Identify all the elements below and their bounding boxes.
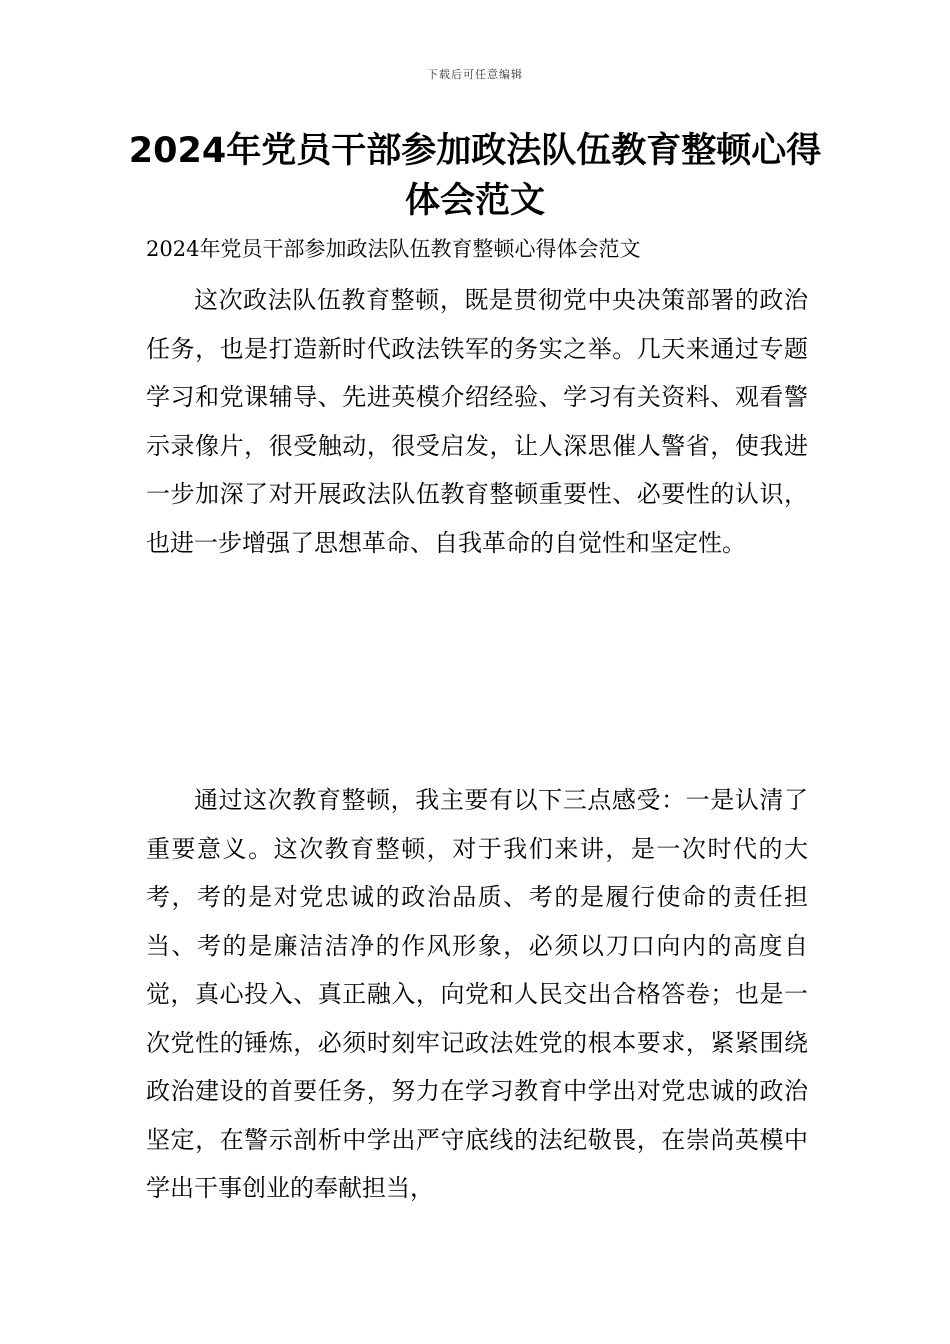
paragraph-intro: 这次政法队伍教育整顿，既是贯彻党中央决策部署的政治任务，也是打造新时代政法铁军的务实之举。几天来通过专题学习和党课辅导、先进英模介绍经验、学习有关资料、观看警示录像片，很受触动，很受启发，让人深思催人警省，使我进一步加深了对开展政法队伍教育整顿重要性、必要性的认识，也进一步增强了思想革命、自我革命的自觉性和坚定性。 xyxy=(146,286,808,557)
header-note: 下载后可任意编辑 xyxy=(427,68,523,81)
paragraph-feelings: 通过这次教育整顿，我主要有以下三点感受：一是认清了重要意义。这次教育整顿，对于我们来讲，是一次时代的大考，考的是对党忠诚的政治品质、考的是履行使命的责任担当、考的是廉洁洁净的作风形象，必须以刀口向内的高度自觉，真心投入、真正融入，向党和人民交出合格答卷；也是一次党性的锤炼，必须时刻牢记政法姓党的根本要求，紧紧围绕政治建设的首要任务，努力在学习教育中学出对党忠诚的政治坚定，在警示剖析中学出严守底线的法纪敬畏，在崇尚英模中学出干事创业的奉献担当， xyxy=(146,786,808,1202)
document-title: 2024年党员干部参加政法队伍教育整顿心得体会范文 xyxy=(128,131,822,221)
document-subtitle: 2024年党员干部参加政法队伍教育整顿心得体会范文 xyxy=(146,237,641,261)
